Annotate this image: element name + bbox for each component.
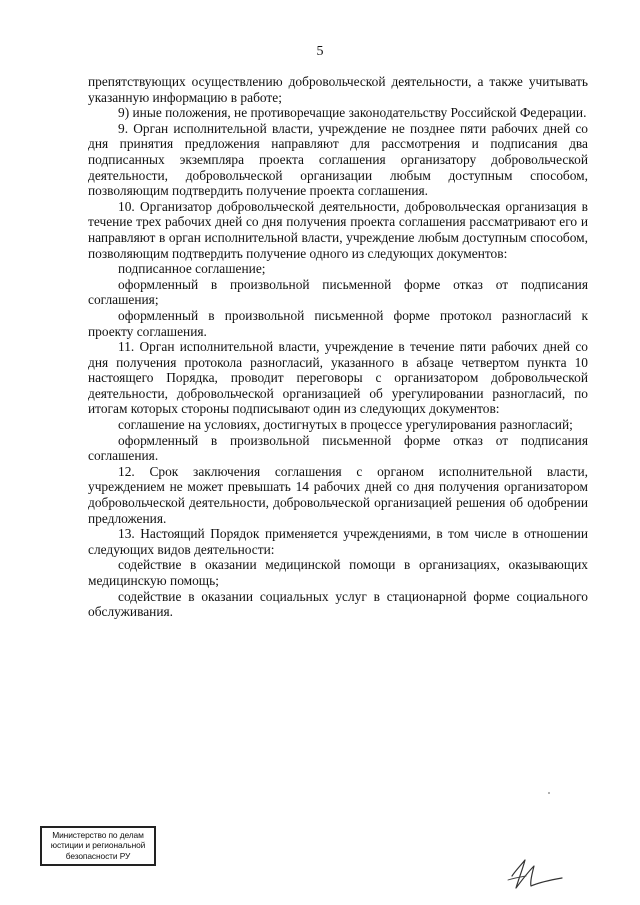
scan-dot <box>548 792 550 794</box>
stamp-line-3: безопасности РУ <box>65 850 131 861</box>
handwritten-signature <box>500 850 570 898</box>
stamp-line-1: Министерство по делам <box>52 830 144 840</box>
paragraph-4: 10. Организатор добровольческой деятельности, добровольческая организация в течение трех рабочих дней со дня получения проекта соглашения рассматривают его и направляют в орган исполнительной власти, учреждение любым доступным способом, позволяющим подтвердить получение одного из следующих документов: <box>88 198 588 261</box>
paragraph-5: подписанное соглашение; <box>118 261 266 277</box>
stamp-line-2: юстиции и региональной <box>50 840 146 851</box>
paragraph-2: 9) иные положения, не противоречащие законодательству Российской Федерации. <box>118 105 587 121</box>
paragraph-3: 9. Орган исполнительной власти, учреждение не позднее пяти рабочих дней со дня принятия предложения направляют для рассмотрения и подписания два подписанных экземпляра проекта соглашения организатору добровольческой деятельности, добровольческой организации любым доступным способом, позволяющим подтвердить получение проекта соглашения. <box>88 120 588 199</box>
paragraph-7: оформленный в произвольной письменной форме протокол разногласий к проекту соглашения. <box>88 307 588 339</box>
paragraph-1: препятствующих осуществлению добровольческой деятельности, а также учитывать указанную информацию в работе; <box>88 74 588 105</box>
paragraph-12: 13. Настоящий Порядок применяется учреждениями, в том числе в отношении следующих видов деятельности: <box>88 526 588 557</box>
document-body <box>88 74 588 620</box>
paragraph-9: соглашение на условиях, достигнутых в процессе урегулирования разногласий; <box>118 417 573 433</box>
ministry-stamp <box>40 826 156 866</box>
paragraph-14: содействие в оказании социальных услуг в стационарной форме социального обслуживания. <box>88 588 588 620</box>
page-number: 5 <box>316 44 324 59</box>
paragraph-13: содействие в оказании медицинской помощи в организациях, оказывающих медицинскую помощь; <box>88 557 588 588</box>
paragraph-10: оформленный в произвольной письменной форме отказ от подписания соглашения. <box>88 432 588 464</box>
paragraph-6: оформленный в произвольной письменной форме отказ от подписания соглашения; <box>88 276 588 308</box>
paragraph-11: 12. Срок заключения соглашения с органом исполнительной власти, учреждением не может превышать 14 рабочих дней со дня получения организатором добровольческой деятельности, добровольческой организацией решения об одобрении предложения. <box>88 463 588 526</box>
paragraph-8: 11. Орган исполнительной власти, учреждение в течение пяти рабочих дней со дня получения протокола разногласий, указанного в абзаце четвертом пункта 10 настоящего Порядка, проводит переговоры с организатором добровольческой деятельности, добровольческой организацией об урегулировании разногласий, по итогам которых стороны подписывают один из следующих документов: <box>88 339 588 417</box>
